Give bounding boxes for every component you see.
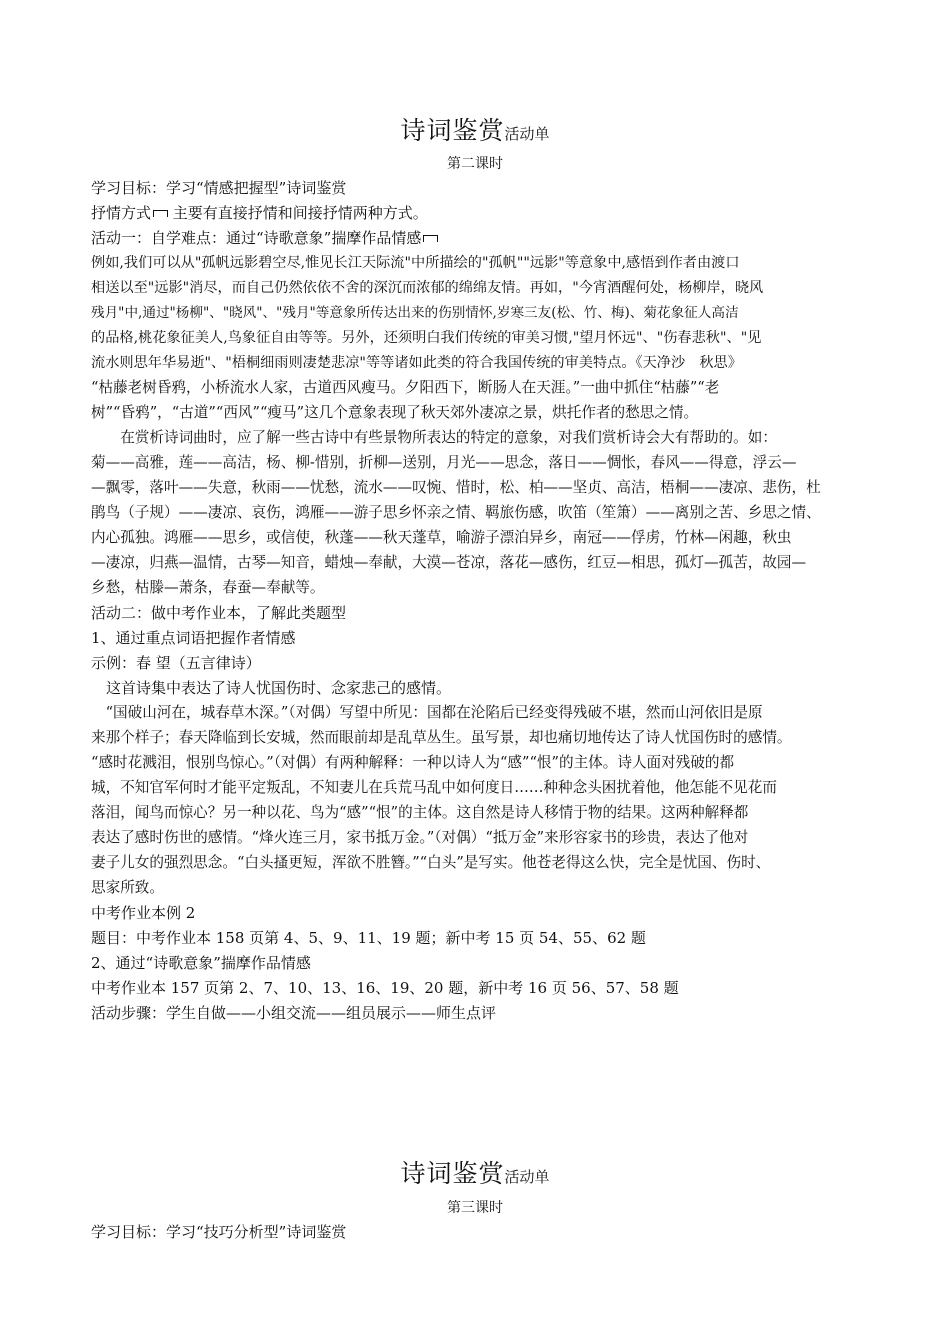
- imagery-list-line: 内心孤独。鸿雁——思乡，或信使，秋蓬——秋天蓬草，喻游子漂泊异乡，南冠——俘虏，竹林—闲趣，秋虫: [91, 529, 792, 546]
- section-heading: 1、通过重点词语把握作者情感: [91, 629, 296, 647]
- example-title: 示例：春 望（五言律诗）: [91, 654, 261, 672]
- imagery-list-line: —凄凉，归燕—温情，古琴—知音，蜡烛—奉献，大漠—苍凉，落花—感伤，红豆—相思，孤灯—孤苦，故园—: [91, 554, 807, 571]
- example-heading: 中考作业本例 2: [91, 904, 196, 922]
- lyric-method-label: 抒情方式: [91, 204, 152, 222]
- bracket-mark-icon: [153, 210, 168, 217]
- lesson3-title-suffix: 活动单: [504, 1168, 550, 1186]
- paragraph-line: 这首诗集中表达了诗人忧国伤时、念家悲己的感情。: [91, 679, 452, 697]
- activity-steps: 活动步骤：学生自做——小组交流——组员展示——师生点评: [91, 1004, 497, 1022]
- section-heading: 2、通过“诗歌意象”揣摩作品情感: [91, 954, 311, 972]
- exercise-line: 中考作业本 157 页第 2、7、10、13、16、19、20 题，新中考 16 页 56、57、58 题: [91, 979, 679, 997]
- lesson3-title: [0, 1154, 950, 1190]
- lyric-method-text: 主要有直接抒情和间接抒情两种方式。: [172, 204, 428, 222]
- paragraph-line: 的品格,桃花象征美人,鸟象征自由等等。另外，还须明白我们传统的审美习惯,"望月怀远"、"伤春悲秋"、"见: [91, 330, 762, 346]
- paragraph-line: 落泪，闻鸟而惊心？另一种以花、鸟为“感”“恨”的主体。这自然是诗人移情于物的结果。这两种解释都: [91, 804, 749, 821]
- paragraph-line: 来那个样子；春天降临到长安城，然而眼前却是乱草丛生。虽写景，却也痛切地传达了诗人忧国伤时的感情。: [91, 729, 792, 746]
- lesson3-title-main: 诗词鉴赏: [400, 1159, 505, 1188]
- paragraph-line: 思家所致。: [91, 879, 164, 896]
- exercise-line: 题目：中考作业本 158 页第 4、5、9、11、19 题；新中考 15 页 54、55、62 题: [91, 929, 646, 947]
- lesson2-title-main: 诗词鉴赏: [400, 116, 505, 145]
- paragraph-line: 相送以至"远影"消尽，而自己仍然依依不舍的深沉而浓郁的绵绵友情。再如，"今宵酒醒何处，杨柳岸，晓风: [91, 280, 764, 296]
- lesson2-period: 第二课时: [447, 156, 503, 172]
- paragraph-line: 在赏析诗词曲时，应了解一些古诗中有些景物所表达的特定的意象，对我们赏析诗会大有帮助的。如：: [91, 429, 777, 446]
- paragraph-line: 妻子儿女的强烈思念。“白头搔更短，浑欲不胜簪。”“白头”是写实。他苍老得这么快，完全是忧国、伤时、: [91, 854, 771, 871]
- paragraph-line: 表达了感时伤世的感情。“烽火连三月，家书抵万金。”（对偶）“抵万金”来形容家书的珍贵，表达了他对: [91, 829, 749, 846]
- lyric-method-line: [91, 203, 428, 223]
- paragraph-line: “国破山河在，城春草木深。”（对偶）写望中所见：国都在沦陷后已经变得残破不堪，然而山河依旧是原: [91, 704, 763, 721]
- imagery-list-line: 鹃鸟（子规）——凄凉、哀伤，鸿雁——游子思乡怀亲之情、羁旅伤感，吹笛（笙箫）——离别之苦、乡思之情、: [91, 504, 821, 521]
- activity-one-line: [91, 228, 438, 248]
- activity-two-heading: 活动二：做中考作业本，了解此类题型: [91, 604, 347, 622]
- activity-one-heading: 活动一：自学难点：通过“诗歌意象”揣摩作品情感: [91, 229, 422, 247]
- paragraph-line: 残月"中,通过"杨柳"、"晓风"、"残月"等意象所传达出来的伤别情怀,岁寒三友(松、竹、梅)、菊花象征人高洁: [91, 305, 739, 321]
- imagery-list-line: —飘零，落叶——失意，秋雨——忧愁，流水——叹惋、惜时，松、柏——坚贞、高洁，梧桐——凄凉、悲伤，杜: [91, 479, 821, 496]
- learning-goal: 学习目标：学习“情感把握型”诗词鉴赏: [91, 179, 347, 197]
- lesson3-period: 第三课时: [447, 1200, 503, 1216]
- paragraph-line: 流水则思年华易逝"、"梧桐细雨则凄楚悲凉"等等诸如此类的符合我国传统的审美特点。《天净沙 秋思》: [91, 355, 742, 371]
- paragraph-line: 城，不知官军何时才能平定叛乱，不知妻儿在兵荒马乱中如何度日……种种念头困扰着他，他怎能不见花而: [91, 779, 777, 796]
- lesson3-learning-goal: 学习目标：学习“技巧分析型”诗词鉴赏: [91, 1223, 347, 1241]
- lesson2-title: [0, 111, 950, 147]
- paragraph-line: 树”“昏鸦”，“古道”“西风”“瘦马”这几个意象表现了秋天郊外凄凉之景，烘托作者的愁思之情。: [91, 404, 699, 421]
- paragraph-line: “枯藤老树昏鸦，小桥流水人家，古道西风瘦马。夕阳西下，断肠人在天涯。”一曲中抓住“枯藤”“老: [91, 379, 720, 396]
- lesson2-title-suffix: 活动单: [504, 125, 550, 143]
- paragraph-line: 例如,我们可以从"孤帆远影碧空尽,惟见长江天际流"中所描绘的"孤帆""远影"等意象中,感悟到作者由渡口: [91, 255, 740, 271]
- paragraph-line: “感时花溅泪，恨别鸟惊心。”（对偶）有两种解释：一种以诗人为“感”“恨”的主体。诗人面对残破的都: [91, 754, 735, 771]
- imagery-list-line: 乡愁，枯滕—萧条，春蚕—奉献等。: [91, 579, 325, 596]
- imagery-list-line: 菊——高雅，莲——高洁，杨、柳-惜别，折柳—送别，月光——思念，落日——惆怅，春风——得意，浮云—: [91, 454, 797, 471]
- bracket-mark-icon: [423, 235, 438, 242]
